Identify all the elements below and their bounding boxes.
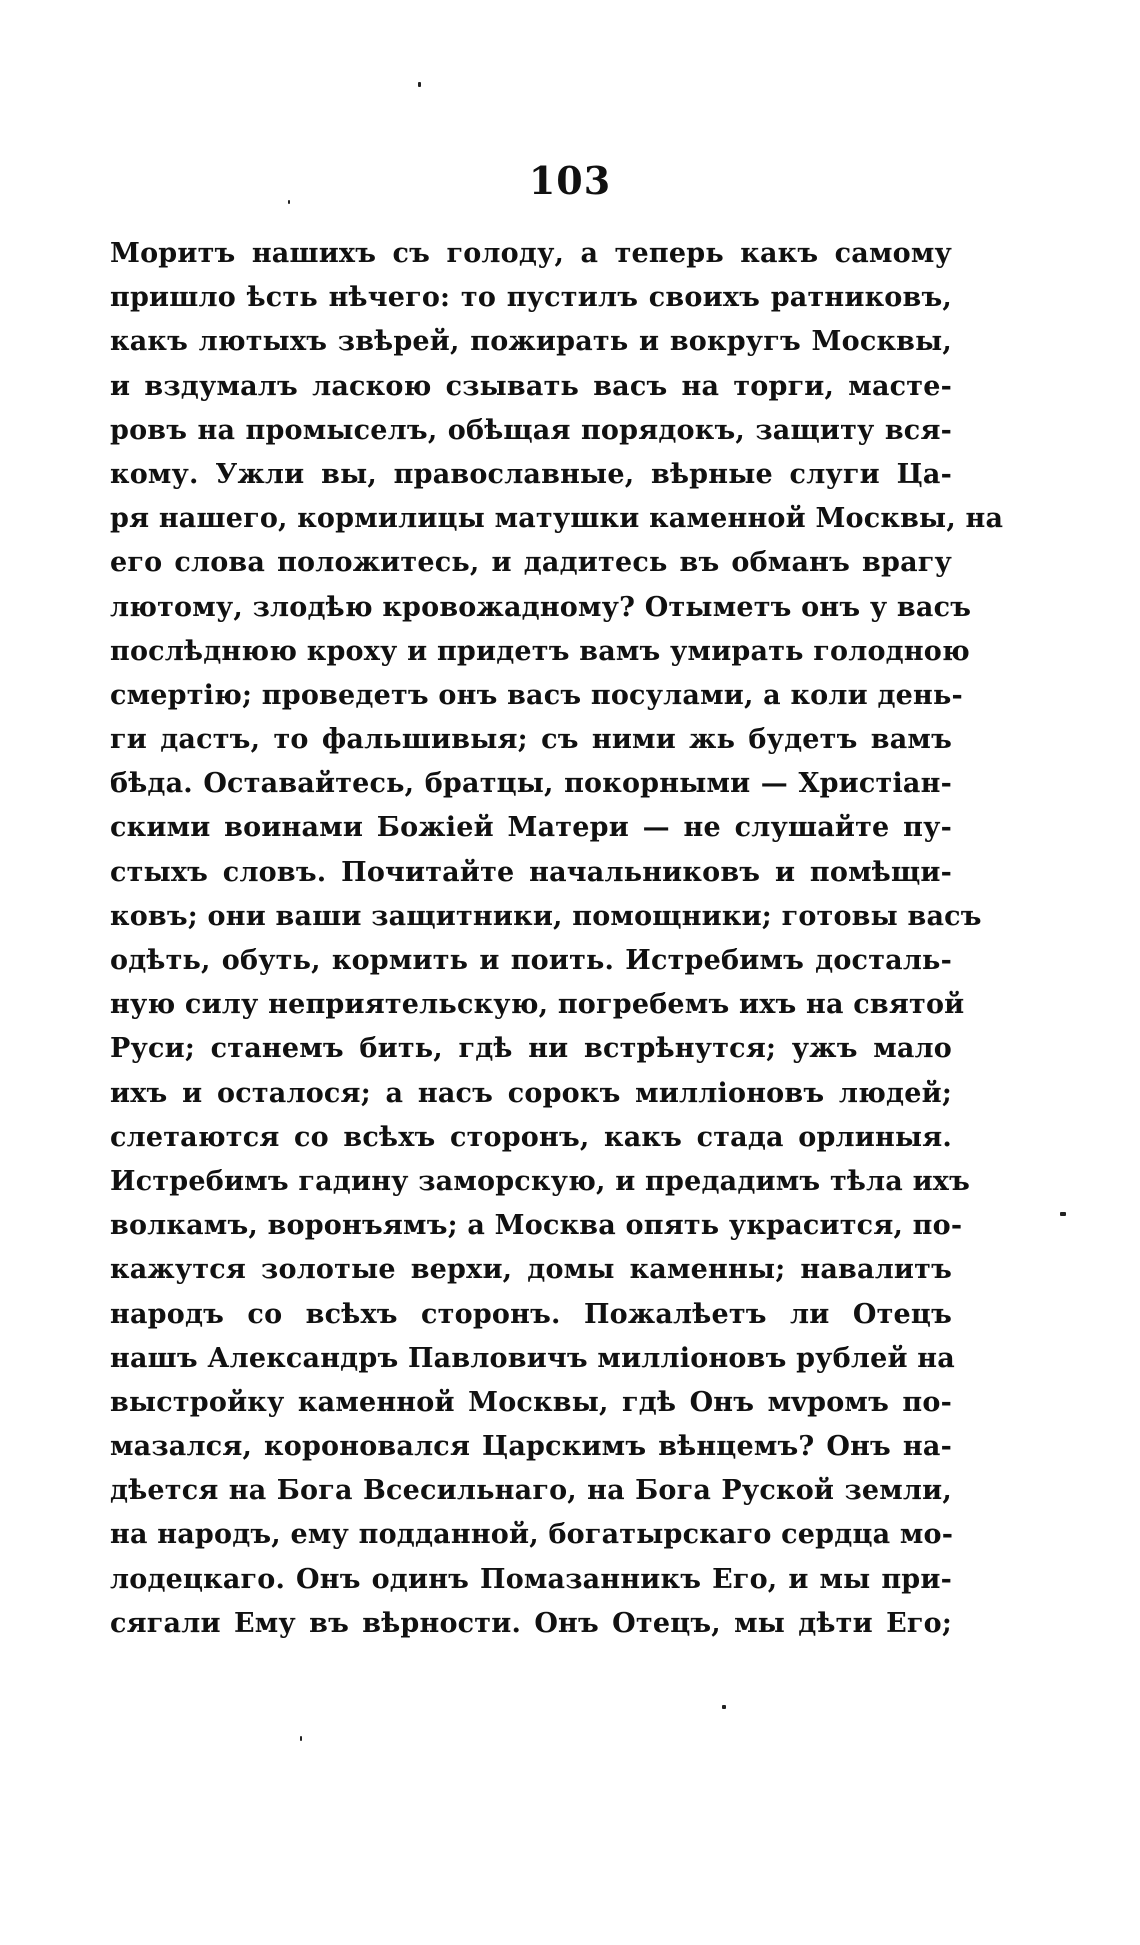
text-line: Истребимъ гадину заморскую, и предадимъ тѣла ихъ — [110, 1165, 971, 1197]
page-number: 103 — [528, 158, 612, 203]
print-speck — [418, 82, 421, 87]
body-text — [110, 232, 1004, 1646]
text-line: ги дастъ, то фальшивыя; съ ними жь будетъ вамъ — [110, 724, 952, 756]
text-line: пришло ѣсть нѣчего: то пустилъ своихъ ратниковъ, — [110, 282, 952, 314]
text-line: слетаются со всѣхъ сторонъ, какъ стада орлиныя. — [110, 1121, 952, 1153]
print-speck — [300, 1736, 302, 1741]
text-line: ровъ на промыселъ, обѣщая порядокъ, защиту вся- — [110, 414, 952, 446]
text-line: кому. Ужли вы, православные, вѣрные слуги Ца- — [110, 458, 952, 490]
text-line: скими воинами Божіей Матери — не слушайте пу- — [110, 812, 952, 844]
text-line: Руси; станемъ бить, гдѣ ни встрѣнутся; ужъ мало — [110, 1033, 952, 1065]
text-line: нашъ Александръ Павловичъ милліоновъ рублей на — [110, 1342, 955, 1374]
text-line: ихъ и осталося; а насъ сорокъ милліоновъ людей; — [110, 1077, 952, 1109]
text-line: дѣется на Бога Всесильнаго, на Бога Руской земли, — [110, 1475, 952, 1507]
text-line: ря нашего, кормилицы матушки каменной Москвы, на — [110, 503, 1004, 535]
text-line: лодецкаго. Онъ одинъ Помазанникъ Его, и мы при- — [110, 1563, 952, 1595]
text-line: и вздумалъ ласкою сзывать васъ на торги, масте- — [110, 370, 952, 402]
text-line: лютому, злодѣю кровожадному? Отыметъ онъ у васъ — [110, 591, 972, 623]
text-line: ную силу неприятельскую, погребемъ ихъ на святой — [110, 989, 965, 1021]
text-line: бѣда. Оставайтесь, братцы, покорными — Христіан- — [110, 768, 952, 800]
text-line: смертію; проведетъ онъ васъ посулами, а коли день- — [110, 679, 963, 711]
text-line: стыхъ словъ. Почитайте начальниковъ и помѣщи- — [110, 856, 952, 888]
text-line: одѣть, обуть, кормить и поить. Истребимъ досталь- — [110, 945, 952, 976]
text-line: ковъ; они ваши защитники, помощники; готовы васъ — [110, 900, 982, 932]
text-line: выстройку каменной Москвы, гдѣ Онъ мvромъ по- — [110, 1386, 952, 1418]
text-line: Моритъ нашихъ съ голоду, а теперь какъ самому — [110, 238, 952, 269]
text-line: волкамъ, воронъямъ; а Москва опять украсится, по- — [110, 1210, 963, 1242]
text-line: сягали Ему въ вѣрности. Онъ Отецъ, мы дѣти Его; — [110, 1607, 952, 1639]
text-line: кажутся золотые верхи, домы каменны; навалитъ — [110, 1254, 952, 1286]
text-line: на народъ, ему подданной, богатырскаго сердца мо- — [110, 1519, 954, 1551]
text-line: какъ лютыхъ звѣрей, пожирать и вокругъ Москвы, — [110, 326, 952, 358]
text-line: послѣднюю кроху и придетъ вамъ умирать голодною — [110, 635, 970, 667]
text-line: народъ со всѣхъ сторонъ. Пожалѣетъ ли Отецъ — [110, 1298, 952, 1330]
print-speck — [722, 1705, 726, 1709]
text-line: его слова положитесь, и дадитесь въ обманъ врагу — [110, 547, 952, 579]
text-line: мазался, короновался Царскимъ вѣнцемъ? Онъ на- — [110, 1431, 952, 1463]
print-speck — [1060, 1212, 1066, 1216]
